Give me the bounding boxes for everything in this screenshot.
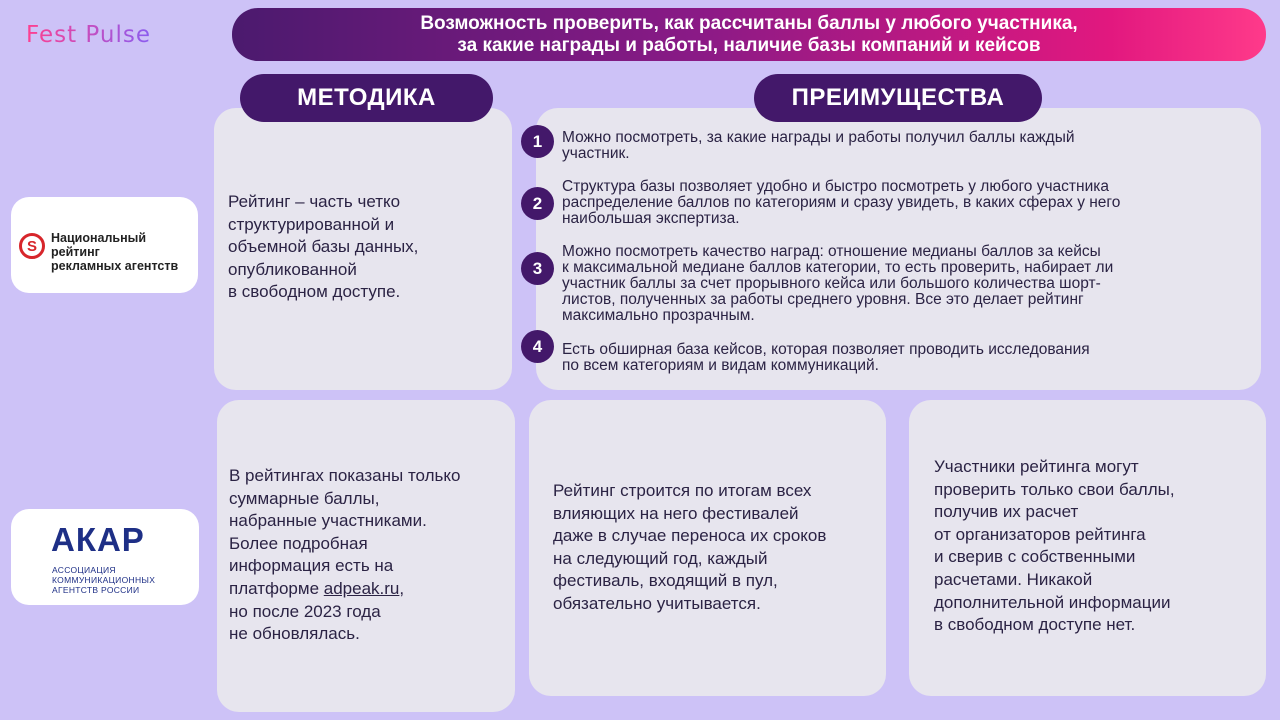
nra-method-line: опубликованной (228, 259, 357, 279)
akar-participants-text (934, 456, 1175, 637)
advantage-line: максимально прозрачным. (562, 307, 755, 324)
akar-method-text: платформе (229, 578, 324, 598)
akar-logo-line-1: АССОЦИАЦИЯ (52, 565, 116, 575)
advantage-line: распределение баллов по категориям и сразу увидеть, в каких сферах у него (562, 194, 1121, 211)
akar-logo-card (11, 509, 199, 605)
akar-participants-line: дополнительной информации (934, 592, 1171, 612)
akar-method-line (229, 578, 461, 601)
nra-logo-icon: S (19, 233, 45, 259)
advantage-item-4 (562, 342, 1090, 374)
advantage-line: Есть обширная база кейсов, которая позволяет проводить исследования (562, 341, 1090, 358)
akar-festivals-line: влияющих на него фестивалей (553, 503, 799, 523)
akar-participants-card (909, 400, 1266, 696)
akar-participants-line: расчетами. Никакой (934, 569, 1093, 589)
akar-logo-text (52, 565, 155, 595)
akar-method-line: не обновлялась. (229, 624, 360, 644)
akar-logo-line-2: КОММУНИКАЦИОННЫХ (52, 575, 156, 585)
nra-methodology-text (228, 191, 418, 304)
methodology-header: МЕТОДИКА (240, 74, 493, 122)
akar-logo-abbr: АКАР (51, 521, 145, 558)
akar-festivals-line: Рейтинг строится по итогам всех (553, 481, 812, 500)
akar-festivals-card (529, 400, 886, 696)
advantage-line: Можно посмотреть качество наград: отношение медианы баллов за кейсы (562, 243, 1101, 260)
advantage-item-1 (562, 130, 1075, 162)
nra-method-line: структурированной и (228, 214, 395, 234)
akar-participants-line: проверить только свои баллы, (934, 479, 1175, 499)
advantage-number-badge: 4 (521, 330, 554, 363)
advantage-line: листов, полученных за работы среднего уровня. Все это делает рейтинг (562, 291, 1084, 308)
nra-method-line: Рейтинг – часть четко (228, 192, 401, 211)
akar-method-line: В рейтингах показаны только (229, 466, 461, 485)
advantage-line: участник. (562, 145, 630, 162)
akar-festivals-text (553, 480, 826, 616)
akar-methodology-text (229, 465, 461, 646)
advantage-item-3 (562, 244, 1113, 324)
fest-pulse-logo: Fest Pulse (26, 22, 151, 48)
akar-method-line: Более подробная (229, 533, 368, 553)
banner-line-2: за какие награды и работы, наличие базы компаний и кейсов (457, 34, 1041, 56)
advantage-number-badge: 2 (521, 187, 554, 220)
nra-method-line: в свободном доступе. (228, 282, 401, 302)
akar-participants-line: в свободном доступе нет. (934, 615, 1136, 635)
akar-festivals-line: даже в случае переноса их сроков (553, 526, 827, 546)
akar-method-line: информация есть на (229, 556, 394, 576)
advantage-line: по всем категориям и видам коммуникаций. (562, 357, 879, 374)
advantage-item-2 (562, 179, 1120, 227)
advantage-number-badge: 1 (521, 125, 554, 158)
title-banner (232, 8, 1266, 61)
adpeak-link[interactable]: adpeak.ru (323, 578, 400, 598)
advantage-number-badge: 3 (521, 252, 554, 285)
akar-participants-line: от организаторов рейтинга (934, 524, 1146, 544)
nra-methodology-card (214, 108, 512, 390)
nra-method-line: объемной базы данных, (228, 237, 419, 257)
advantage-line: Можно посмотреть, за какие награды и работы получил баллы каждый (562, 129, 1075, 146)
advantages-header: ПРЕИМУЩЕСТВА (754, 74, 1042, 122)
advantage-line: участник баллы за счет прорывного кейса или большого количества шорт- (562, 275, 1101, 292)
nra-logo-line-1: Национальный рейтинг (51, 231, 147, 259)
akar-participants-line: Участники рейтинга могут (934, 457, 1139, 476)
advantage-line: Структура базы позволяет удобно и быстро посмотреть у любого участника (562, 178, 1109, 195)
akar-participants-line: получив их расчет (934, 502, 1079, 522)
banner-line-1: Возможность проверить, как рассчитаны баллы у любого участника, (420, 12, 1078, 34)
akar-logo-line-3: АГЕНТСТВ РОССИИ (52, 585, 140, 595)
nra-logo-card (11, 197, 198, 293)
akar-festivals-line: на следующий год, каждый (553, 548, 768, 568)
akar-method-line: набранные участниками. (229, 511, 427, 531)
advantage-line: к максимальной медиане баллов категории, то есть проверить, набирает ли (562, 259, 1114, 276)
advantage-line: наибольшая экспертиза. (562, 210, 740, 227)
akar-method-text: , (399, 578, 405, 598)
akar-methodology-card (217, 400, 515, 712)
nra-logo-line-2: рекламных агентств (51, 259, 179, 273)
akar-festivals-line: обязательно учитывается. (553, 593, 761, 613)
nra-logo-text (51, 231, 198, 273)
akar-participants-line: и сверив с собственными (934, 547, 1136, 567)
akar-method-line: но после 2023 года (229, 601, 381, 621)
akar-festivals-line: фестиваль, входящий в пул, (553, 571, 778, 591)
akar-method-line: суммарные баллы, (229, 488, 380, 508)
